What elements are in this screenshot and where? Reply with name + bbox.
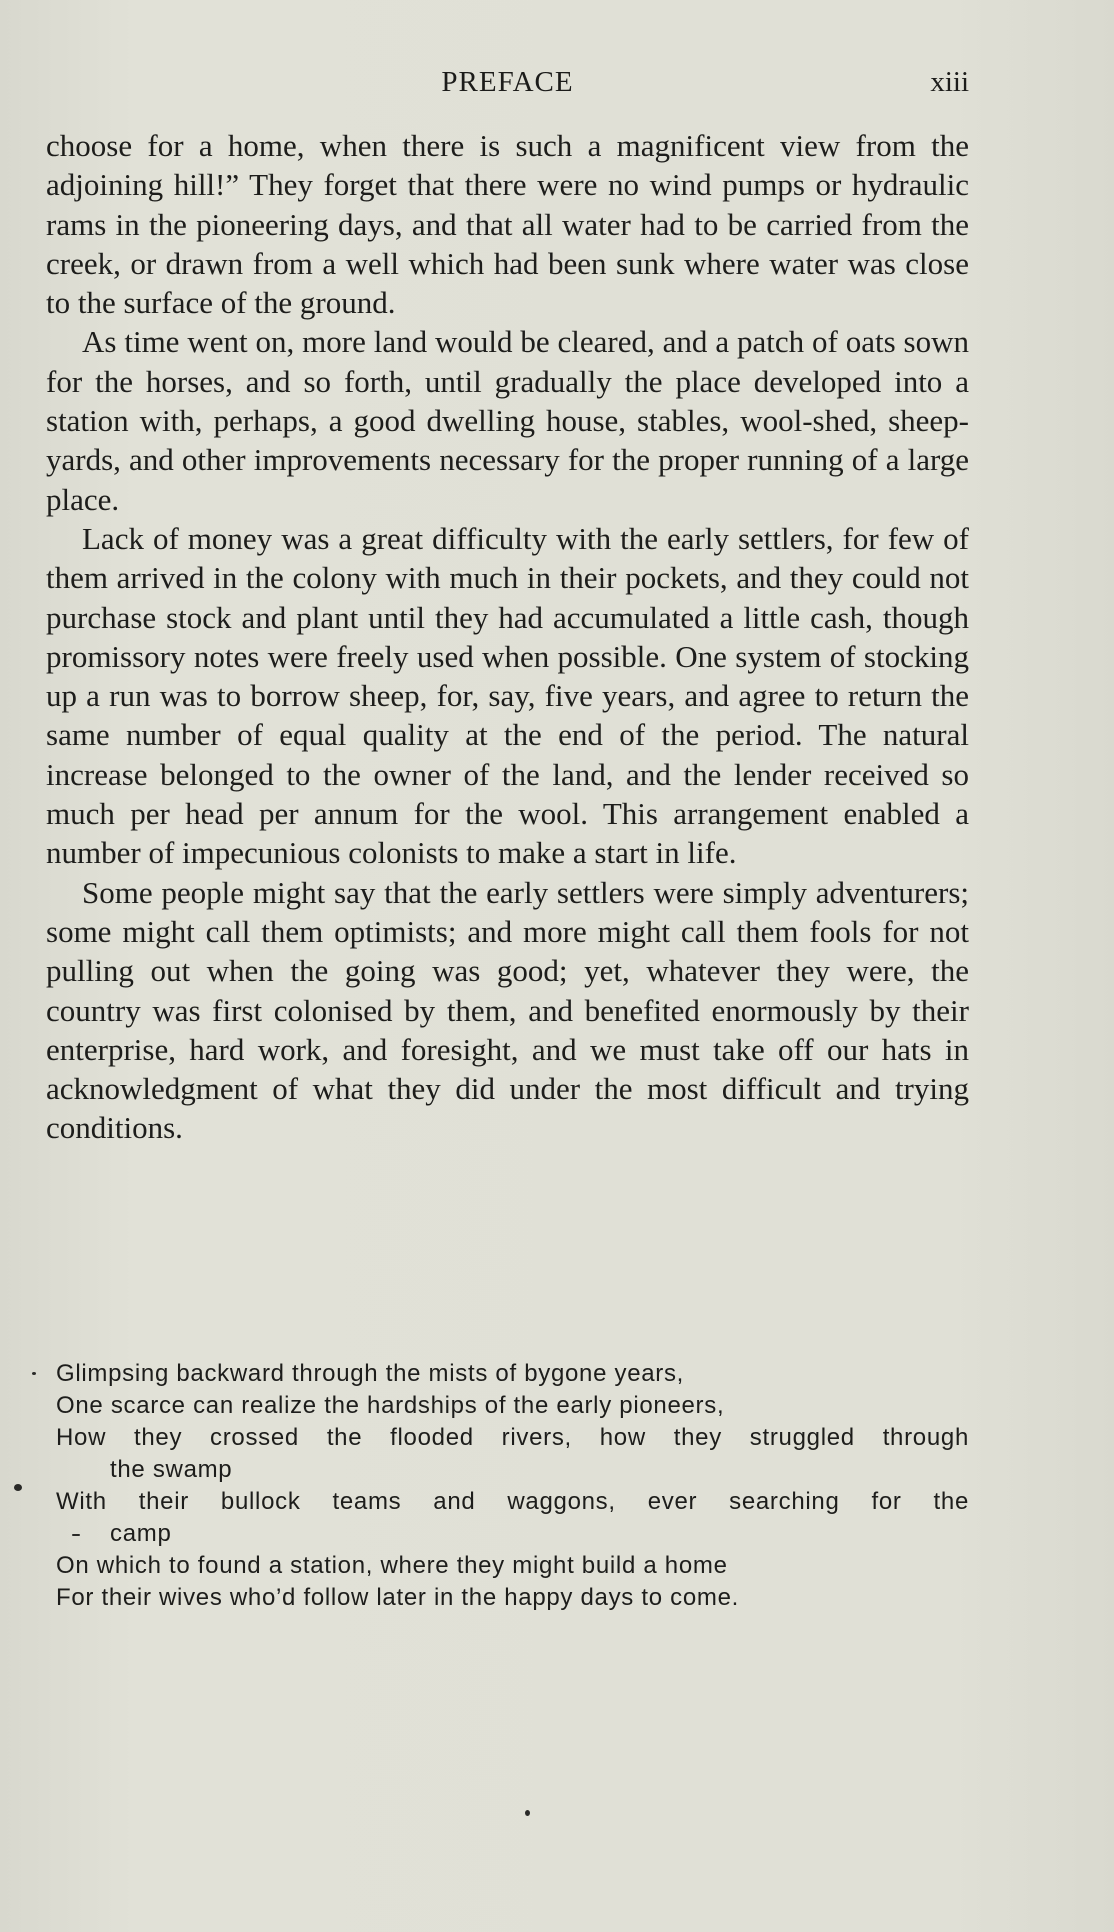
verse-stanza [56,1358,969,1614]
paragraph-4: Some people might say that the early settlers were simply adventurers; some might call them optimists; and more might call them fools for not pulling out when the going was good; yet, whatever they were, the country was first colonised by them, and benefited enormously by their enterprise, hard work, and foresight, and we must take off our hats in acknowledgment of what they did under the most difficult and trying conditions. [46,874,969,1146]
verse-line-6: For their wives who’d follow later in the happy days to come. [56,1584,740,1611]
verse-line-3-continued: the swamp [110,1456,233,1483]
paragraph-3: Lack of money was a great difficulty with the early settlers, for few of them arrived in the colony with much in their pockets, and they could not purchase stock and plant until they had accumulated a little cash, though promissory notes were freely used when possible. One system of stocking up a run was to borrow sheep, for, say, five years, and agree to return the same number of equal quality at the end of the period. The natural increase belonged to the owner of the land, and the lender received so much per head per annum for the wool. This arrangement enabled a number of impecunious colonists to make a start in life. [46,520,969,871]
paragraph-2: As time went on, more land would be cleared, and a patch of oats sown for the horses, and so forth, until gradually the place developed into a station with, perhaps, a good dwelling house, stables, wool-shed, sheep-yards, and other improvements necessary for the proper running of a large place. [46,324,969,517]
paper-speck [525,1810,530,1816]
paper-speck [32,1372,36,1375]
page-number: xiii [930,66,969,98]
verse-line-4: With their bullock teams and waggons, ever searching for the [56,1488,969,1515]
preface-body [46,126,969,1148]
verse-line-3: How they crossed the flooded rivers, how they struggled through [56,1424,969,1451]
verse-line-5: On which to found a station, where they might build a home [56,1552,728,1579]
paragraph-1: choose for a home, when there is such a magnificent view from the adjoining hill!” They forget that there were no wind pumps or hydraulic rams in the pioneering days, and that all water had to be carried from the creek, or drawn from a well which had been sunk where water was close to the surface of the ground. [46,128,969,321]
paper-speck [72,1534,80,1536]
verse-line-2: One scarce can realize the hardships of the early pioneers, [56,1392,725,1419]
page-header [46,66,969,106]
paper-speck [14,1484,22,1491]
verse-line-4-continued: camp [110,1520,172,1547]
verse-line-1: Glimpsing backward through the mists of bygone years, [56,1360,685,1387]
running-head: PREFACE [441,66,574,98]
